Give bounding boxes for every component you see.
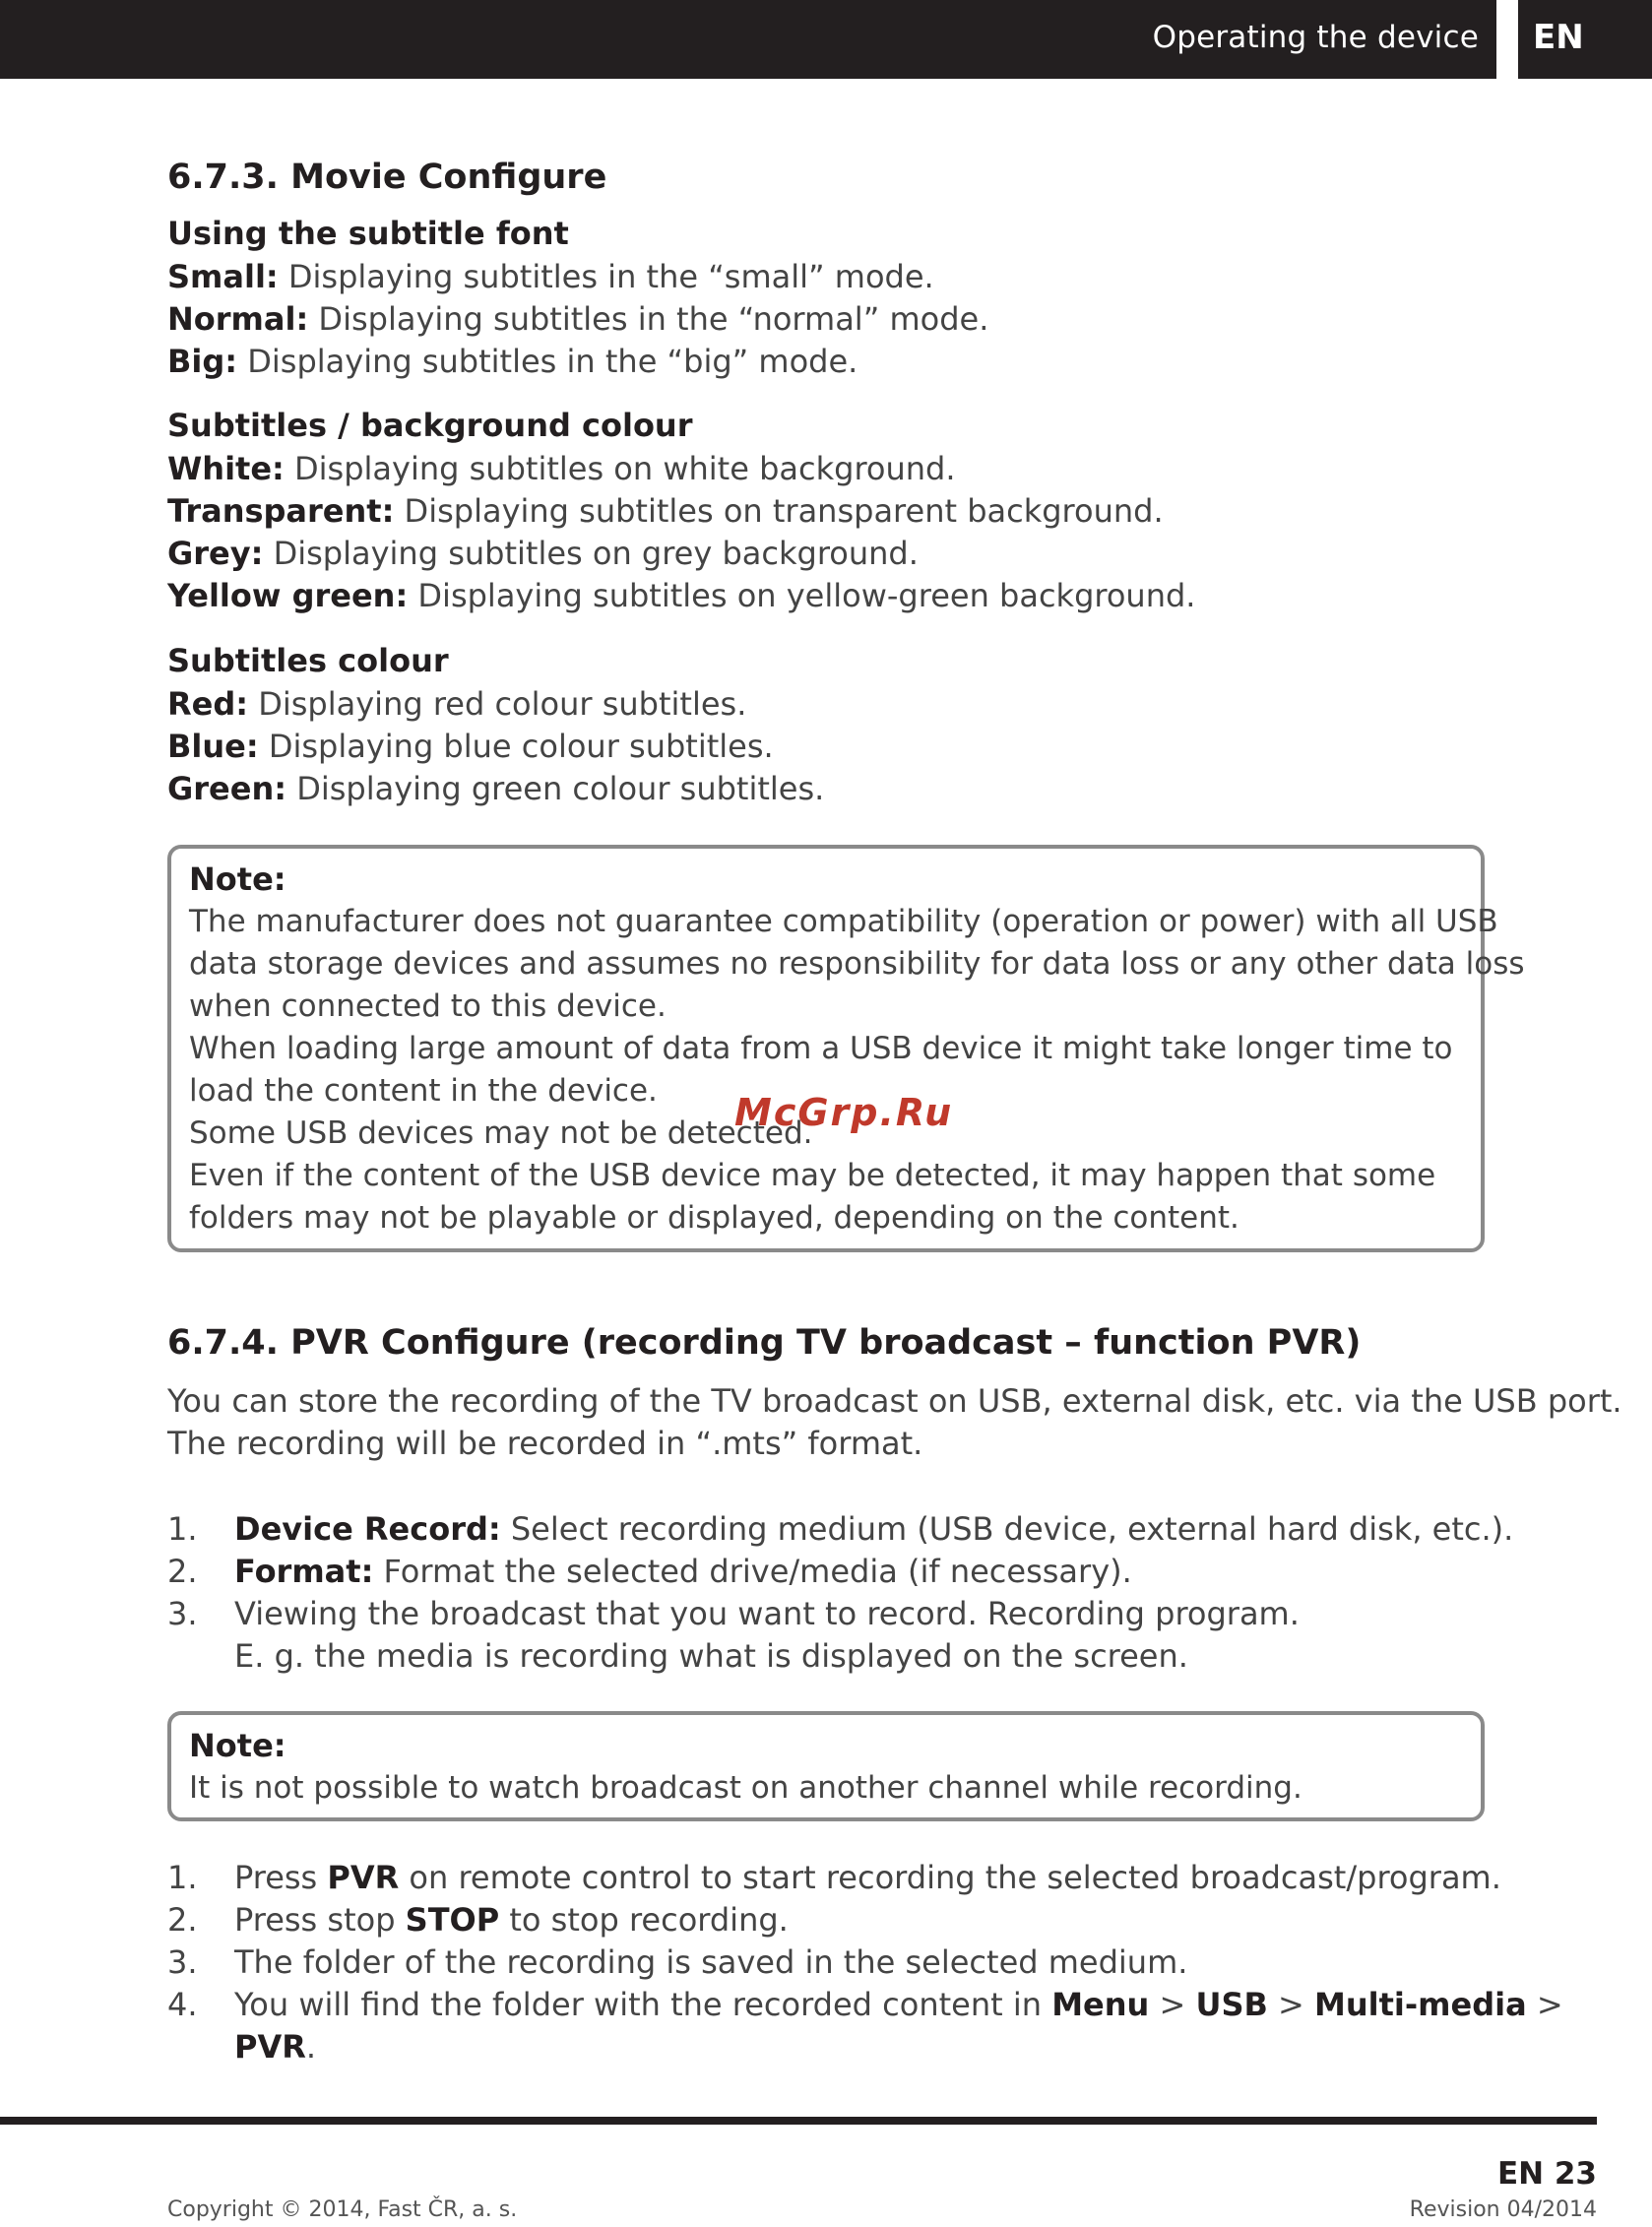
list-item: Transparent: Displaying subtitles on transparent background. [167,492,1164,530]
pvr-intro-line: The recording will be recorded in “.mts” format. [167,1425,923,1462]
section-title-pvr: 6.7.4. PVR Configure (recording TV broadcast – function PVR) [167,1323,1362,1363]
step-number: 3. [167,1943,198,1981]
note-line: The manufacturer does not guarantee compatibility (operation or power) with all USB [189,904,1498,939]
section-title-movie: 6.7.3. Movie Configure [167,158,607,197]
note-line: When loading large amount of data from a USB device it might take longer time to [189,1031,1453,1066]
list-item: Small: Displaying subtitles in the “small” mode. [167,258,934,295]
note-box-recording [167,1711,1485,1821]
step-number: 3. [167,1595,198,1632]
step-number: 2. [167,1901,198,1939]
step-item: The folder of the recording is saved in the selected medium. [234,1943,1188,1981]
subhead-background-colour: Subtitles / background colour [167,407,693,444]
list-item: Blue: Displaying blue colour subtitles. [167,728,774,765]
step-item: Device Record: Select recording medium (USB device, external hard disk, etc.). [234,1510,1514,1548]
note-line: when connected to this device. [189,988,667,1024]
note-line: folders may not be playable or displayed, depending on the content. [189,1200,1239,1236]
step-number: 2. [167,1553,198,1590]
list-item: White: Displaying subtitles on white background. [167,450,956,487]
note-line: Some USB devices may not be detected. [189,1115,813,1151]
step-item-continuation: E. g. the media is recording what is displayed on the screen. [234,1637,1188,1675]
step-item-continuation: PVR. [234,2028,317,2066]
step-item: Viewing the broadcast that you want to record. Recording program. [234,1595,1300,1632]
header-title: Operating the device [1152,20,1479,55]
copyright-text: Copyright © 2014, Fast ČR, a. s. [167,2197,518,2222]
note-box-usb [167,845,1525,1252]
list-item: Yellow green: Displaying subtitles on yellow-green background. [167,577,1196,614]
revision-text: Revision 04/2014 [1409,2197,1597,2222]
note-title: Note: [189,1727,286,1764]
list-item: Red: Displaying red colour subtitles. [167,685,747,723]
step-number: 1. [167,1859,198,1896]
list-item: Normal: Displaying subtitles in the “normal” mode. [167,300,989,338]
pvr-intro-line: You can store the recording of the TV broadcast on USB, external disk, etc. via the USB port. [167,1382,1622,1420]
subhead-subtitles-colour: Subtitles colour [167,642,449,679]
page-number: EN 23 [1496,2156,1597,2192]
list-item: Grey: Displaying subtitles on grey background. [167,535,919,572]
footer-divider [0,2117,1597,2125]
note-line: Even if the content of the USB device may be detected, it may happen that some [189,1158,1436,1193]
header-bar [0,0,1496,79]
step-item: Format: Format the selected drive/media (if necessary). [234,1553,1132,1590]
note-line: load the content in the device. [189,1073,658,1109]
watermark-text: McGrp.Ru [734,1091,954,1134]
step-item: Press stop STOP to stop recording. [234,1901,789,1939]
note-line: data storage devices and assumes no responsibility for data loss or any other data loss [189,946,1525,982]
list-item: Green: Displaying green colour subtitles. [167,770,825,807]
language-badge: EN [1518,0,1652,79]
step-number: 4. [167,1986,198,2023]
note-title: Note: [189,860,286,898]
subhead-subtitle-font: Using the subtitle font [167,215,569,252]
note-line: It is not possible to watch broadcast on another channel while recording. [189,1770,1303,1806]
step-number: 1. [167,1510,198,1548]
list-item: Big: Displaying subtitles in the “big” mode. [167,343,858,380]
step-item: You will find the folder with the recorded content in Menu > USB > Multi-media > [234,1986,1563,2023]
step-item: Press PVR on remote control to start recording the selected broadcast/program. [234,1859,1501,1896]
